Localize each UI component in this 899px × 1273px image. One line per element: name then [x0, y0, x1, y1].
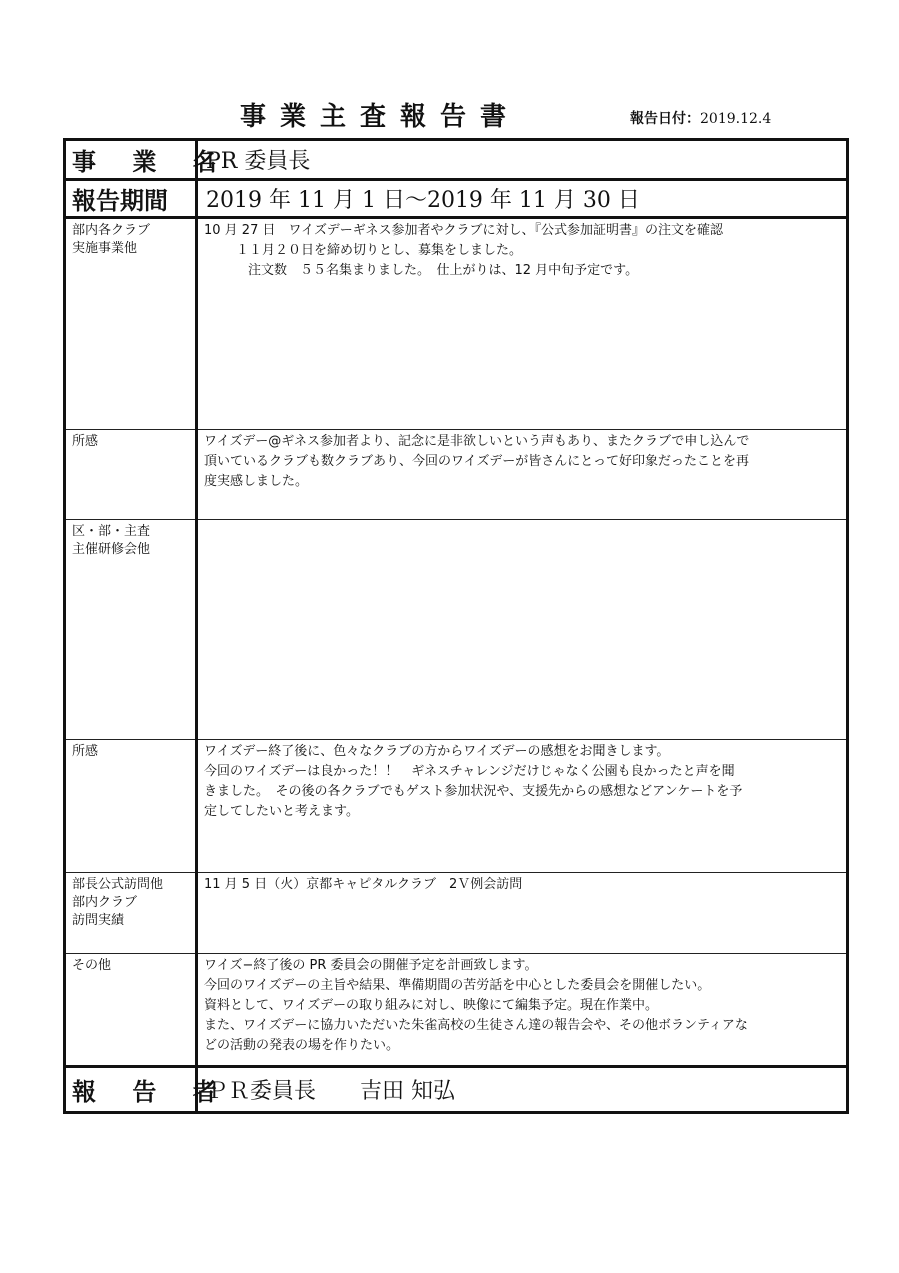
text-line: ワイズデー終了後に、色々なクラブの方からワイズデーの感想をお聞きします。: [204, 744, 670, 759]
row-impression-2: [65, 740, 848, 873]
text-line: ワイズデー@ギネス参加者より、記念に是非欲しいという声もあり、またクラブで申し込んで: [204, 434, 750, 449]
text-line: 度実感しました。: [204, 474, 309, 489]
district-training-content: [197, 520, 848, 740]
club-events-content: [197, 218, 848, 430]
text-line: どの活動の発表の場を作りたい。: [204, 1038, 400, 1053]
text-line: 頂いているクラブも数クラブあり、今回のワイズデーが皆さんにとって好印象だったことを再: [204, 454, 749, 469]
business-name-label: 事 業 名: [65, 140, 197, 180]
report-date-label: 報告日付：: [630, 111, 700, 127]
text-line: 今回のワイズデーは良かった！！ ギネスチャレンジだけじゃなく公園も良かったと声を聞: [204, 764, 735, 779]
report-table: [63, 138, 849, 1114]
impression-2-content: [197, 740, 848, 873]
text-line: ワイズ−終了後の PR 委員会の開催予定を計画致します。: [204, 958, 538, 973]
row-visits: [65, 873, 848, 954]
visits-label: 部長公式訪問他 部内クラブ 訪問実績: [65, 873, 197, 954]
document-title: 事業主査報告書: [240, 102, 521, 132]
text-line: １１月２０日を締め切りとし、募集をしました。: [236, 243, 523, 258]
row-business-name: [65, 140, 848, 180]
visits-content: [197, 873, 848, 954]
row-district-training: [65, 520, 848, 740]
text-line: 10 月 27 日 ワイズデーギネス参加者やクラブに対し、『公式参加証明書』の注文を確認: [204, 223, 723, 238]
reporter-label: 報 告 者: [65, 1067, 197, 1113]
row-other: [65, 954, 848, 1067]
row-period: [65, 180, 848, 218]
text-line: 定してしたいと考えます。: [204, 804, 359, 819]
report-date-value: 2019.12.4: [700, 111, 772, 127]
impression-1-content: [197, 430, 848, 520]
business-name-value: PR 委員長: [197, 140, 848, 180]
text-line: 資料として、ワイズデーの取り組みに対し、映像にて編集予定。現在作業中。: [204, 998, 658, 1013]
report-date: [630, 108, 771, 128]
text-line: 11 月 5 日（火）京都キャピタルクラブ 2Ｖ例会訪問: [204, 877, 523, 892]
period-value: 2019 年 11 月 1 日〜2019 年 11 月 30 日: [197, 180, 848, 218]
reporter-value: ＰＲ委員長 吉田 知弘: [197, 1067, 848, 1113]
club-events-label: 部内各クラブ 実施事業他: [65, 218, 197, 430]
text-line: 今回のワイズデーの主旨や結果、準備期間の苦労話を中心とした委員会を開催したい。: [204, 978, 711, 993]
impression-2-label: 所感: [65, 740, 197, 873]
text-line: 注文数 ５５名集まりました。 仕上がりは、12 月中旬予定です。: [248, 263, 639, 278]
text-line: きました。 その後の各クラブでもゲスト参加状況や、支援先からの感想などアンケートを予: [204, 784, 743, 799]
row-reporter: [65, 1067, 848, 1113]
other-label: その他: [65, 954, 197, 1067]
row-impression-1: [65, 430, 848, 520]
row-club-events: [65, 218, 848, 430]
period-label: 報告期間: [65, 180, 197, 218]
text-line: また、ワイズデーに協力いただいた朱雀高校の生徒さん達の報告会や、その他ボランティアな: [204, 1018, 748, 1033]
impression-1-label: 所感: [65, 430, 197, 520]
district-training-label: 区・部・主査 主催研修会他: [65, 520, 197, 740]
other-content: [197, 954, 848, 1067]
